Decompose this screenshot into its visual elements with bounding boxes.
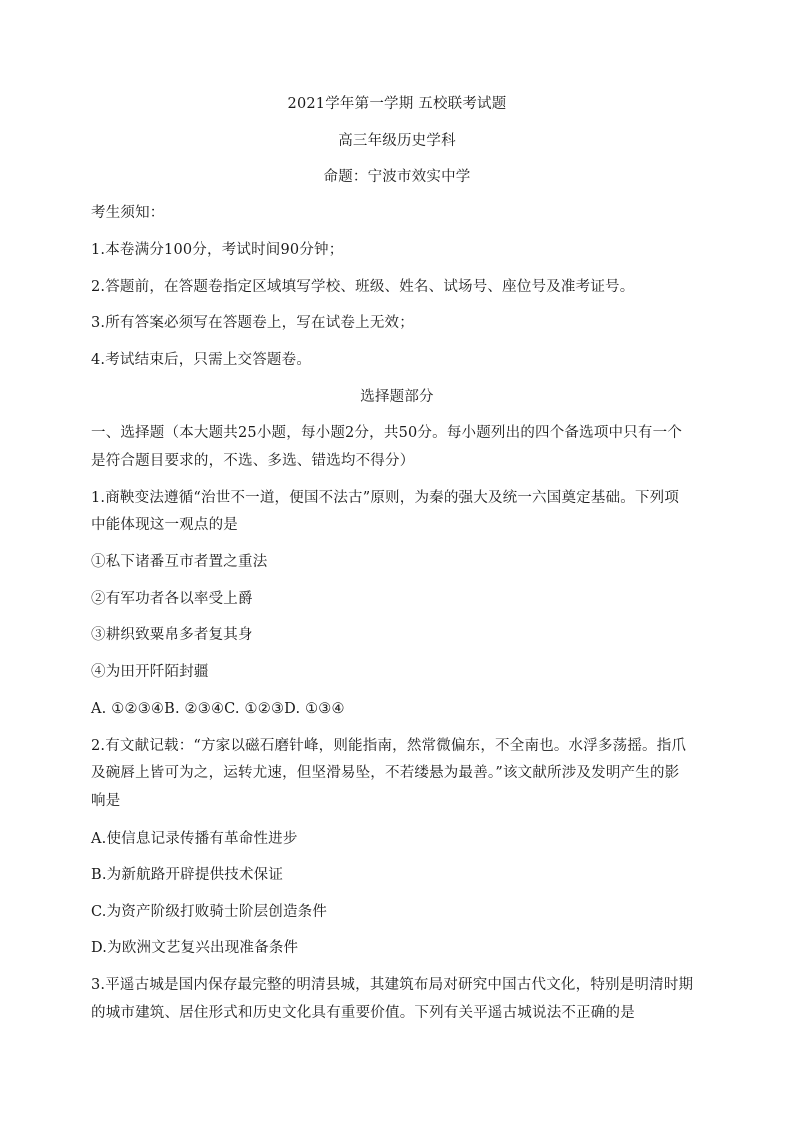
question-2-stem: 响是 [91,793,121,809]
question-3-stem: 3.平遥古城是国内保存最完整的明清县城，其建筑布局对研究中国古代文化，特别是明清时期 [91,977,694,993]
question-1-stem: 1.商鞅变法遵循“治世不一道，便国不法古”原则，为秦的强大及统一六国奠定基础。下列项 [91,490,680,506]
notice-item: 3.所有答案必须写在答题卷上，写在试卷上无效； [91,315,414,331]
question-2-option: D.为欧洲文艺复兴出现准备条件 [91,940,299,956]
exam-title: 2021学年第一学期 五校联考试题 [287,96,507,112]
section-instructions: 是符合题目要求的，不选、多选、错选均不得分） [91,453,415,469]
question-1-options: A. ①②③④B. ②③④C. ①②③D. ①③④ [91,701,345,717]
question-2-option: A.使信息记录传播有革命性进步 [91,831,298,847]
notice-item: 1.本卷满分100分，考试时间90分钟； [91,242,344,258]
question-1-stem: 中能体现这一观点的是 [91,517,238,533]
notice-heading: 考生须知： [91,205,165,221]
notice-item: 4.考试结束后，只需上交答题卷。 [91,352,312,368]
section-instructions: 一、选择题（本大题共25小题，每小题2分，共50分。每小题列出的四个备选项中只有一个 [91,425,683,441]
question-1-item: ④为田开阡陌封疆 [91,664,209,680]
question-2-stem: 及碗唇上皆可为之，运转尤速，但坚滑易坠，不若缕悬为最善。”该文献所涉及发明产生的影 [91,765,680,781]
notice-item: 2.答题前，在答题卷指定区域填写学校、班级、姓名、试场号、座位号及准考证号。 [91,279,635,295]
question-1-item: ②有军功者各以率受上爵 [91,591,253,607]
question-2-option: C.为资产阶级打败骑士阶层创造条件 [91,904,328,920]
question-3-stem: 的城市建筑、居住形式和历史文化具有重要价值。下列有关平遥古城说法不正确的是 [91,1005,635,1021]
section-title: 选择题部分 [360,389,434,405]
exam-setter: 命题：宁波市效实中学 [323,169,471,185]
question-2-option: B.为新航路开辟提供技术保证 [91,867,284,883]
question-2-stem: 2.有文献记载：“方家以磁石磨针峰，则能指南，然常微偏东，不全南也。水浮多荡摇。指爪 [91,738,687,754]
question-1-item: ①私下诸番互市者置之重法 [91,554,268,570]
exam-subject: 高三年级历史学科 [338,133,456,149]
question-1-item: ③耕织致粟帛多者复其身 [91,627,253,643]
